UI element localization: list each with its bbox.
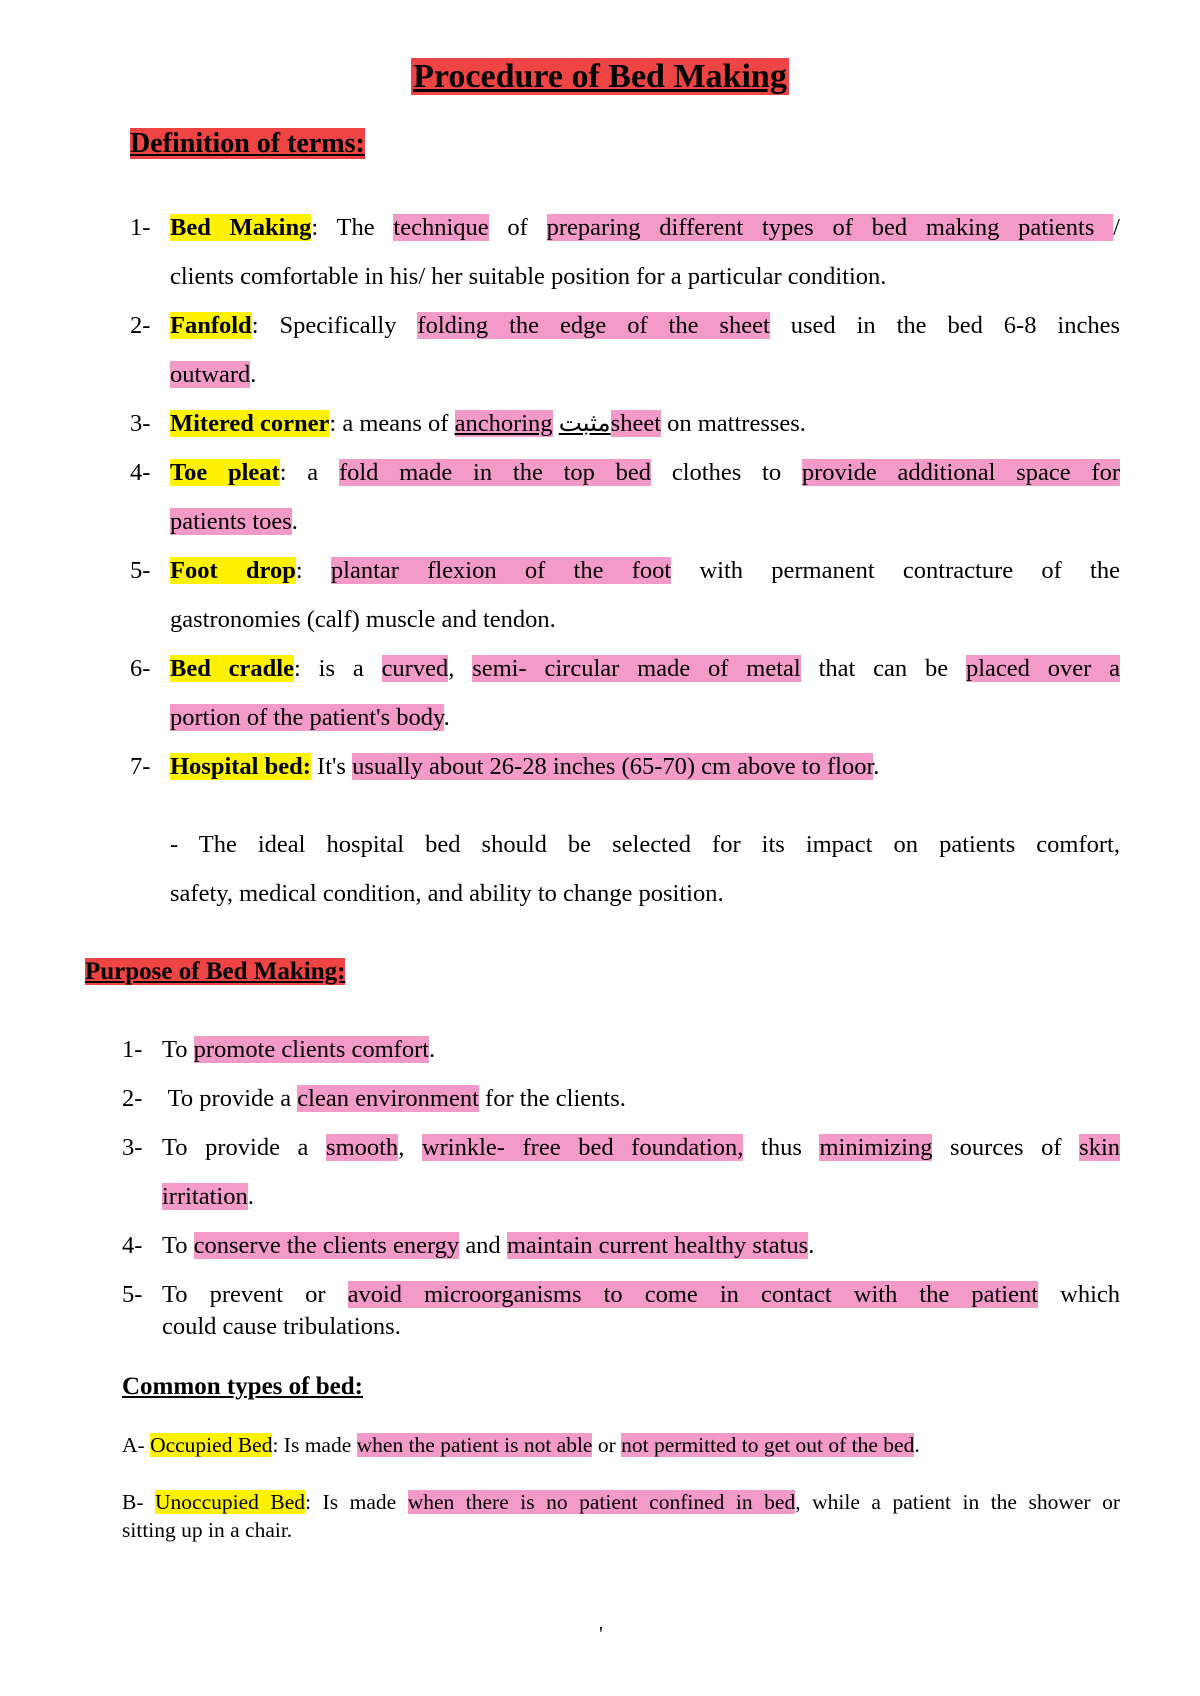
purpose-item-3: 3- To provide a smooth, wrinkle- free bed foundation, thus minimizing sources of skin xyxy=(122,1134,1120,1161)
purpose-item-1: 1- To promote clients comfort. xyxy=(122,1036,436,1063)
definition-item-2-cont: outward. xyxy=(170,361,257,388)
type-unoccupied-bed: B- Unoccupied Bed: Is made when there is no patient confined in bed, while a patient in the shower or xyxy=(122,1490,1121,1514)
definition-item-5-cont: gastronomies (calf) muscle and tendon. xyxy=(170,606,556,633)
definition-item-1-cont: clients comfortable in his/ her suitable position for a particular condition. xyxy=(170,263,887,290)
definition-item-1: 1- Bed Making: The technique of preparing different types of bed making patients / xyxy=(130,214,1120,241)
definition-item-2: 2- Fanfold: Specifically folding the edge of the sheet used in the bed 6-8 inches xyxy=(130,312,1120,339)
purpose-item-5: 5- To prevent or avoid microorganisms to come in contact with the patient which xyxy=(122,1281,1121,1308)
definition-item-7: 7- Hospital bed: It's usually about 26-28 inches (65-70) cm above to floor. xyxy=(130,753,880,780)
definition-item-3: 3- Mitered corner: a means of anchoring مثبتsheet on mattresses. xyxy=(130,410,806,437)
definition-item-6-cont: portion of the patient's body. xyxy=(170,704,450,731)
definition-item-4-cont: patients toes. xyxy=(170,508,298,535)
type-unoccupied-bed-cont: sitting up in a chair. xyxy=(122,1518,293,1542)
purpose-item-4: 4- To conserve the clients energy and maintain current healthy status. xyxy=(122,1232,815,1259)
definition-item-6: 6- Bed cradle: is a curved, semi- circular made of metal that can be placed over a xyxy=(130,655,1120,682)
definitions-note-line-1: - The ideal hospital bed should be selected for its impact on patients comfort, xyxy=(170,831,1120,858)
types-heading: Common types of bed: xyxy=(122,1373,363,1400)
purpose-item-3-cont: irritation. xyxy=(162,1183,254,1210)
type-occupied-bed: A- Occupied Bed: Is made when the patient is not able or not permitted to get out of the bed. xyxy=(122,1433,920,1457)
page-title: Procedure of Bed Making xyxy=(413,58,787,95)
definitions-note-line-2: safety, medical condition, and ability to change position. xyxy=(170,880,724,907)
purpose-item-5-cont: could cause tribulations. xyxy=(162,1313,401,1340)
definition-item-5: 5- Foot drop: plantar flexion of the foot with permanent contracture of the xyxy=(130,557,1120,584)
purpose-heading: Purpose of Bed Making: xyxy=(85,958,346,985)
footer-mark: ' xyxy=(599,1622,603,1646)
purpose-item-2: 2- To provide a clean environment for the clients. xyxy=(122,1085,626,1112)
definitions-heading: Definition of terms: xyxy=(130,128,365,159)
definition-item-4: 4- Toe pleat: a fold made in the top bed clothes to provide additional space for xyxy=(130,459,1120,486)
